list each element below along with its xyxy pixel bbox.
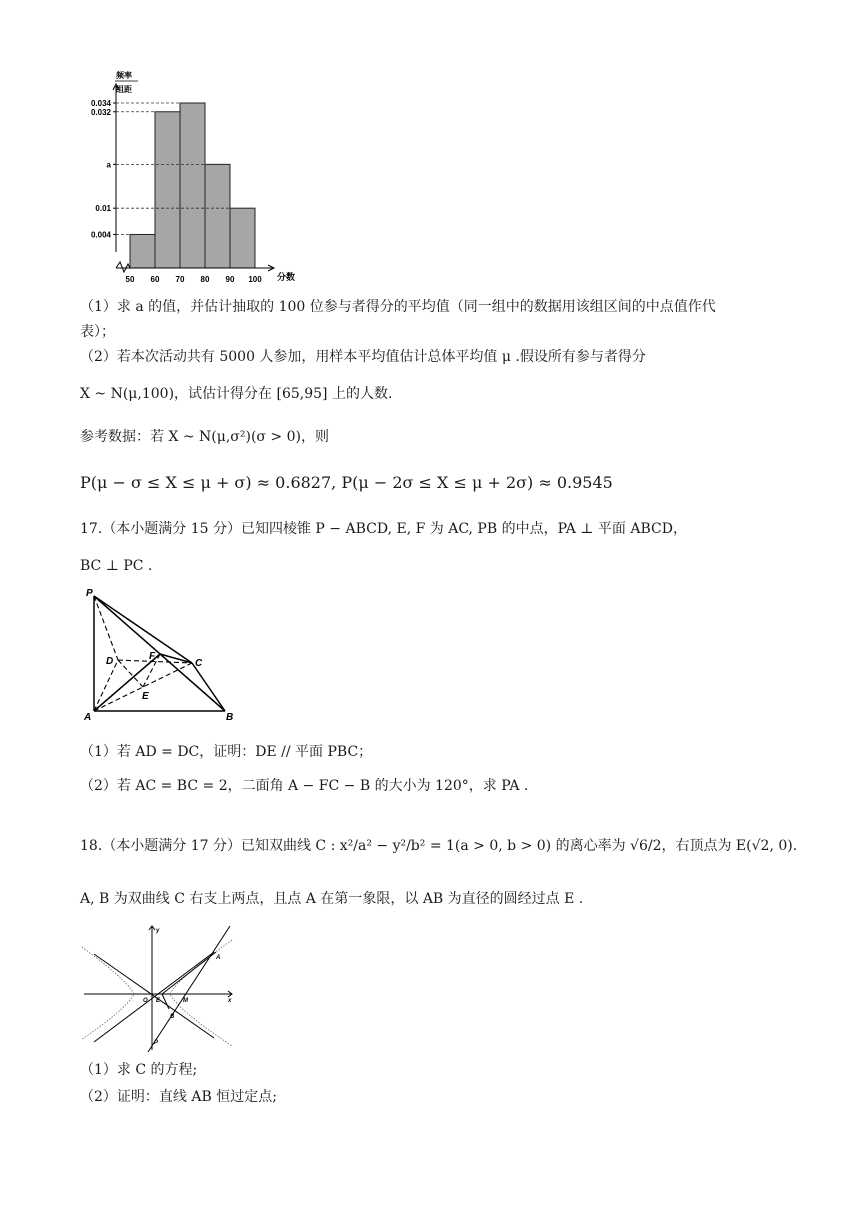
label-E: E (156, 998, 161, 1004)
label-y: y (156, 928, 160, 934)
y-tick-label: 0.034 (90, 99, 111, 108)
x-tick-label: 70 (175, 275, 185, 284)
q16-reference: 参考数据：若 X ~ N(μ,σ²)(σ > 0)，则 (80, 429, 329, 445)
histogram-bar (230, 208, 255, 268)
hyperbola-left-branch (82, 940, 134, 1046)
asymptote-2 (94, 952, 214, 1042)
x-tick-label: 100 (248, 275, 262, 284)
hyperbola-figure (82, 922, 242, 1054)
x-tick-label: 60 (150, 275, 160, 284)
label-P: P (154, 1040, 159, 1046)
q16-part1: （1）求 a 的值，并估计抽取的 100 位参与者得分的平均值（同一组中的数据用该组区间的中点值作代 (80, 299, 716, 315)
histogram-bar (205, 164, 230, 268)
ylabel-top: 频率 (116, 71, 132, 80)
x-tick-label: 90 (225, 275, 235, 284)
x-tick-label: 50 (125, 275, 135, 284)
y-tick-label: a (106, 160, 111, 170)
edge-DE (118, 660, 143, 687)
histogram-bar (130, 234, 155, 268)
q18-stem-cont: A, B 为双曲线 C 右支上两点，且点 A 在第一象限，以 AB 为直径的圆经过点 E . (80, 891, 584, 907)
label-D: D (106, 656, 114, 667)
x-axis-label: 分数 (277, 272, 296, 282)
edge-PC (94, 596, 192, 663)
edge-AD (94, 660, 118, 711)
label-A: A (84, 712, 92, 723)
q17-stem-cont: BC ⊥ PC . (80, 558, 153, 574)
frequency-histogram (78, 68, 318, 288)
label-C: C (195, 658, 203, 669)
label-M: M (183, 998, 188, 1004)
label-A: A (216, 955, 221, 961)
histogram-bar (180, 103, 205, 268)
x-tick-label: 80 (200, 275, 210, 284)
y-tick-label: 0.004 (90, 230, 111, 240)
label-F: F (149, 651, 156, 662)
label-P: P (86, 588, 93, 599)
q16-part2: （2）若本次活动共有 5000 人参加，用样本平均值估计总体平均值 μ .假设所有参与者得分 (80, 349, 646, 365)
y-tick-label: 0.032 (90, 107, 111, 117)
line-EA (162, 952, 216, 994)
q18-part2: （2）证明：直线 AB 恒过定点; (80, 1089, 277, 1105)
q17-stem: 17.（本小题满分 15 分）已知四棱锥 P − ABCD, E, F 为 AC, PB 的中点，PA ⊥ 平面 ABCD， (80, 521, 687, 537)
q18-part1: （1）求 C 的方程; (80, 1062, 198, 1078)
label-O: O (143, 998, 148, 1004)
asymptote-1 (94, 954, 214, 1038)
label-B: B (170, 1014, 175, 1020)
q18-stem: 18.（本小题满分 17 分）已知双曲线 C : x²/a² − y²/b² = 1(a > 0, b > 0) 的离心率为 √6/2，右顶点为 E(√2, 0). (80, 838, 798, 854)
q16-part2-cont: X ~ N(μ,100)，试估计得分在 [65,95] 上的人数. (80, 386, 393, 402)
label-E: E (142, 691, 149, 702)
histogram-bar (155, 112, 180, 268)
q16-part1-cont: 表）； (80, 324, 115, 340)
q16-reference-formula: P(μ − σ ≤ X ≤ μ + σ) ≈ 0.6827, P(μ − 2σ ≤ X ≤ μ + 2σ) ≈ 0.9545 (80, 473, 613, 492)
label-x: x (228, 998, 232, 1004)
line-AB (148, 926, 230, 1052)
label-B: B (226, 712, 234, 723)
line-EB (162, 994, 169, 1009)
hyperbola-right-branch (170, 940, 232, 1046)
edge-AF (94, 654, 160, 711)
ylabel-bottom: 组距 (116, 85, 132, 94)
q17-part2: （2）若 AC = BC = 2，二面角 A − FC − B 的大小为 120°，求 PA . (80, 778, 529, 794)
y-tick-label: 0.01 (95, 204, 111, 214)
pyramid-figure (80, 586, 250, 726)
q17-part1: （1）若 AD = DC，证明：DE // 平面 PBC； (80, 744, 373, 760)
